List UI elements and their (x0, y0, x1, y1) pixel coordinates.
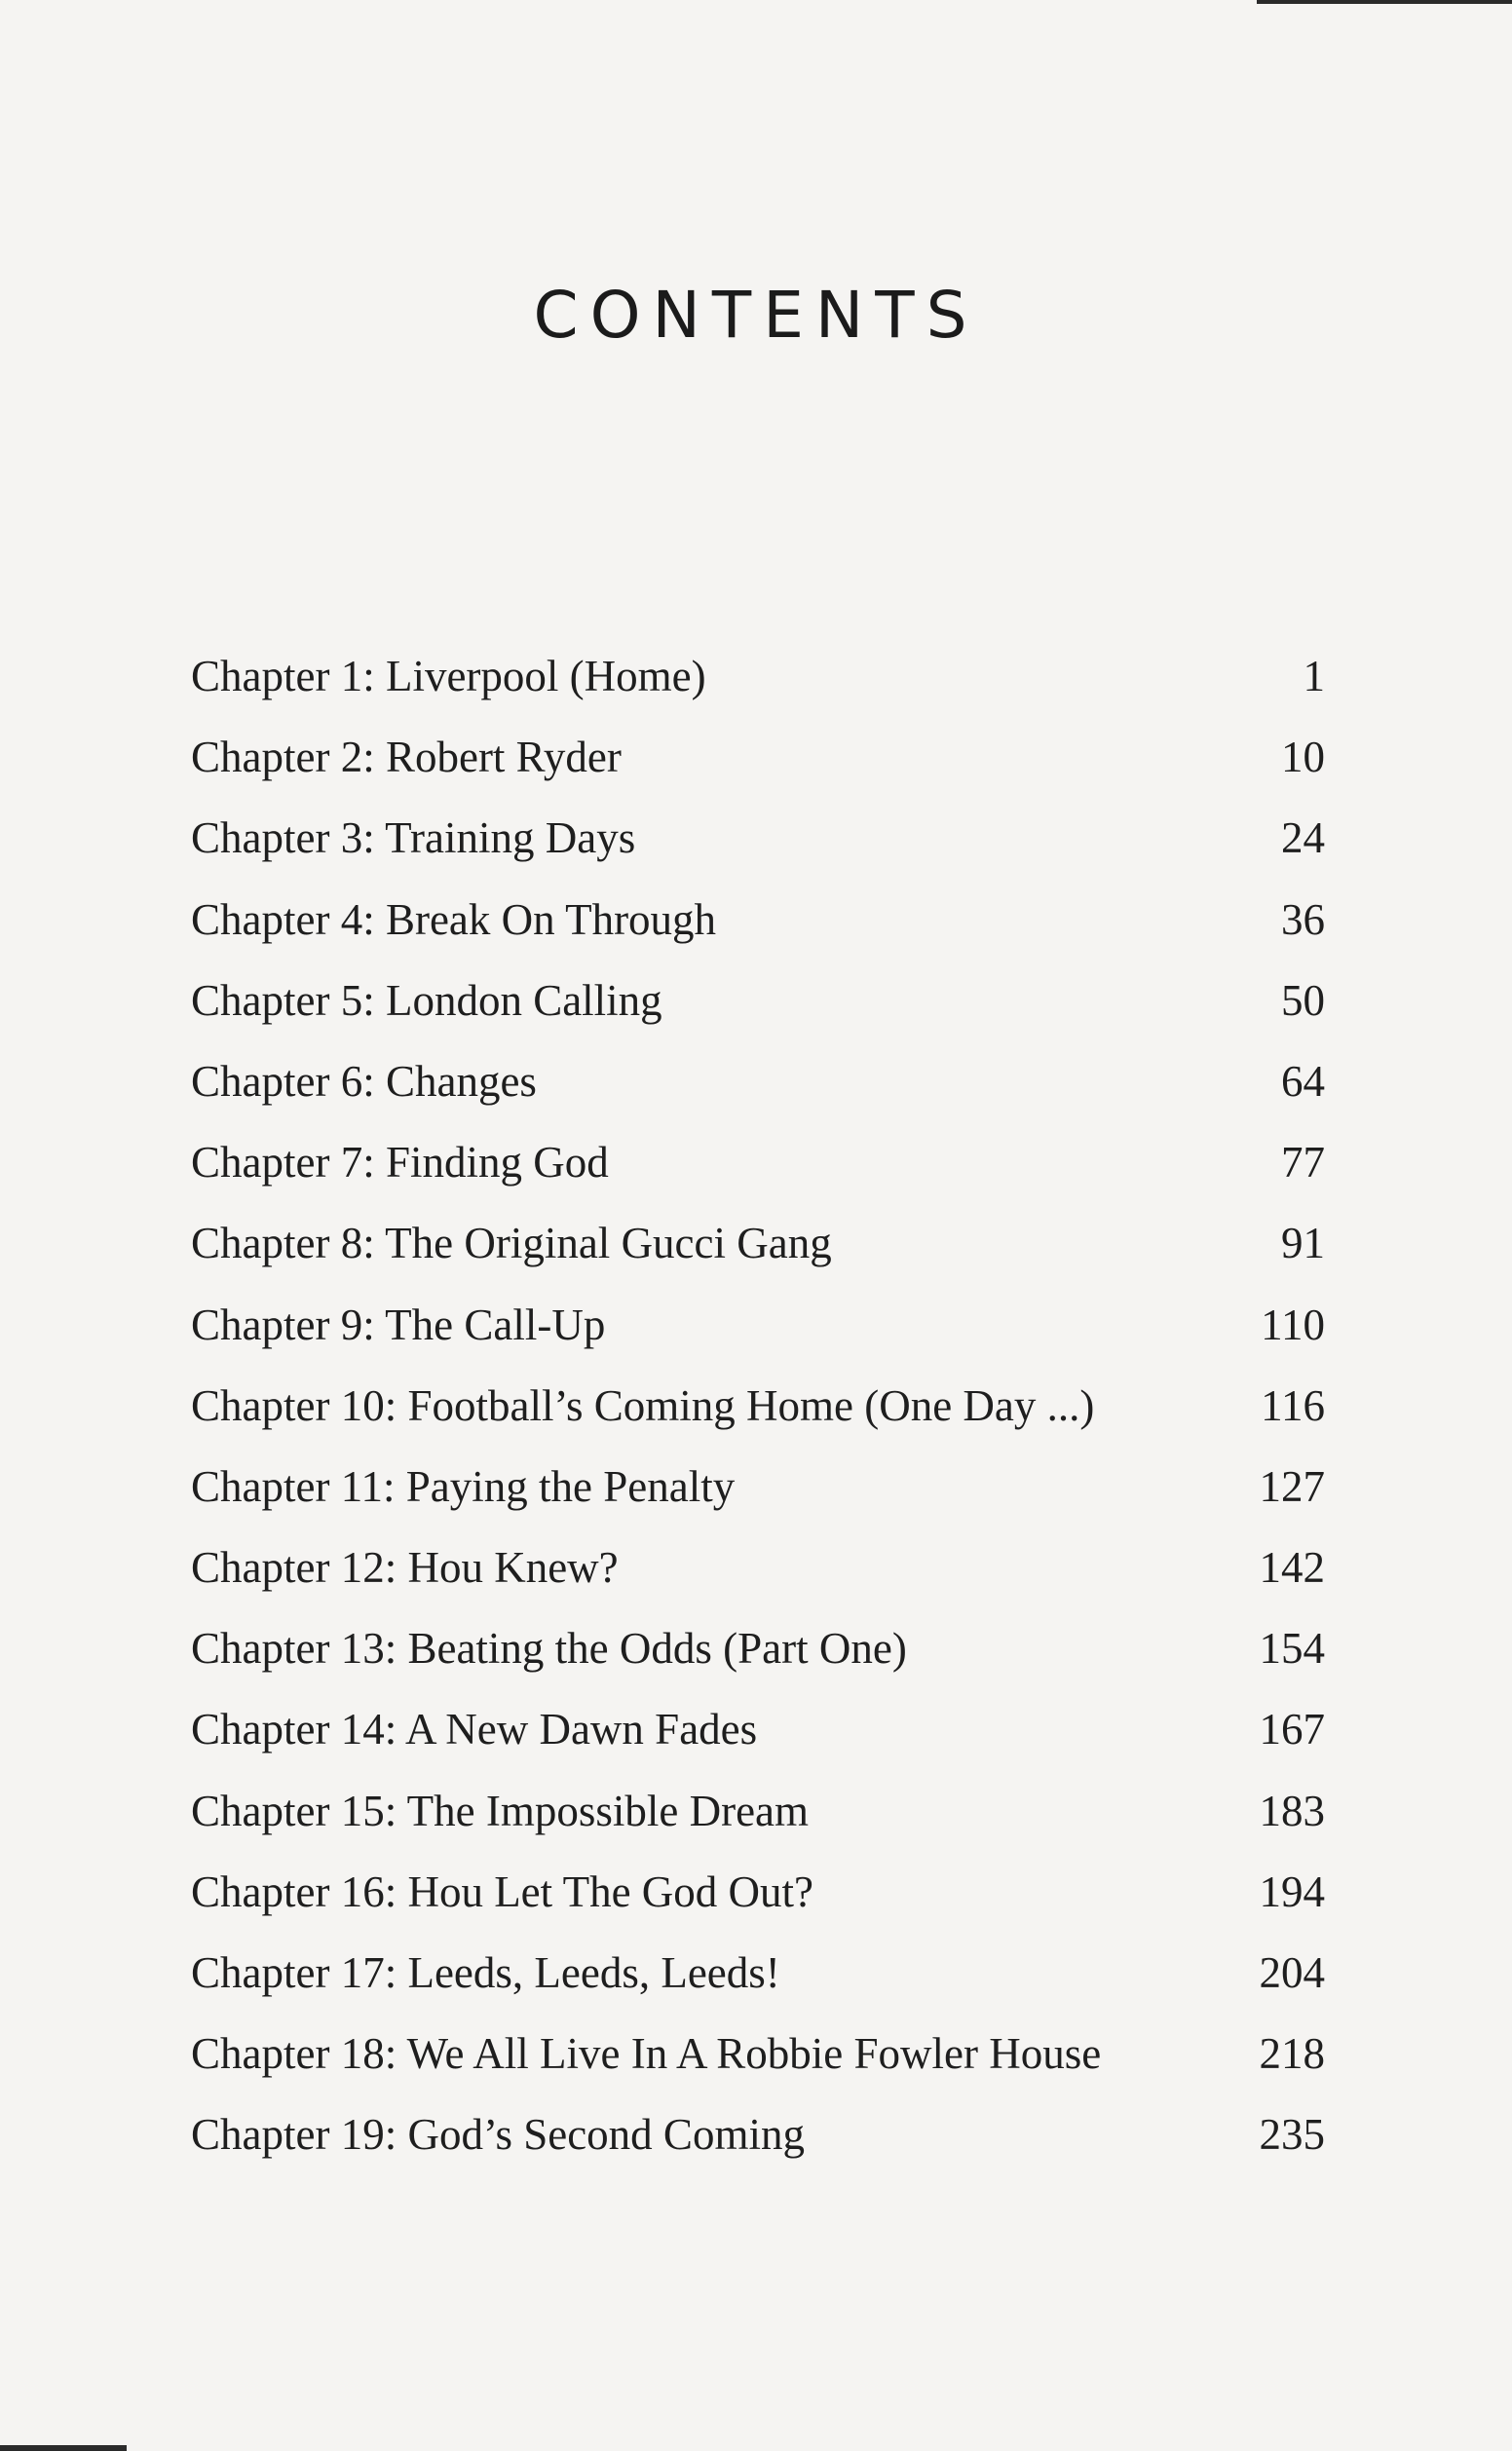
page-title: CONTENTS (533, 278, 979, 353)
toc-entry-label: Chapter 17: Leeds, Leeds, Leeds! (191, 1948, 780, 1997)
table-of-contents (191, 651, 1325, 2191)
toc-entry-page: 91 (1281, 1219, 1325, 1268)
toc-entry-page: 194 (1259, 1867, 1325, 1916)
toc-entry-label: Chapter 18: We All Live In A Robbie Fowler House (191, 2029, 1102, 2079)
toc-entry-page: 154 (1259, 1624, 1325, 1674)
toc-entry-label: Chapter 7: Finding God (191, 1138, 609, 1188)
toc-entry-label: Chapter 11: Paying the Penalty (191, 1461, 736, 1511)
toc-entry-label: Chapter 2: Robert Ryder (191, 733, 622, 782)
toc-entry-label: Chapter 13: Beating the Odds (Part One) (191, 1624, 907, 1674)
toc-entry (191, 1380, 1325, 1461)
toc-entry-page: 167 (1259, 1705, 1325, 1754)
toc-entry-page: 64 (1281, 1056, 1325, 1106)
toc-entry (191, 1623, 1325, 1704)
toc-entry-label: Chapter 5: London Calling (191, 975, 662, 1025)
toc-entry-label: Chapter 15: The Impossible Dream (191, 1786, 810, 1835)
toc-entry (191, 732, 1325, 812)
toc-entry-page: 36 (1281, 894, 1325, 944)
toc-entry-label: Chapter 14: A New Dawn Fades (191, 1705, 758, 1754)
toc-entry (191, 1461, 1325, 1542)
toc-entry-page: 24 (1281, 813, 1325, 863)
toc-entry-label: Chapter 4: Break On Through (191, 894, 717, 944)
toc-entry (191, 1947, 1325, 2028)
toc-entry (191, 2028, 1325, 2109)
toc-entry (191, 1542, 1325, 1623)
scan-edge-bottom (0, 2445, 127, 2451)
toc-entry-label: Chapter 8: The Original Gucci Gang (191, 1219, 832, 1268)
toc-entry-page: 127 (1259, 1461, 1325, 1511)
scan-edge-top (1257, 0, 1512, 4)
toc-entry (191, 1867, 1325, 1947)
toc-entry (191, 1137, 1325, 1218)
toc-entry (191, 1300, 1325, 1380)
toc-entry-page: 235 (1259, 2110, 1325, 2160)
toc-entry-page: 218 (1259, 2029, 1325, 2079)
toc-entry (191, 1218, 1325, 1299)
toc-entry-page: 110 (1261, 1300, 1325, 1349)
toc-entry-label: Chapter 9: The Call-Up (191, 1300, 606, 1349)
toc-entry-label: Chapter 19: God’s Second Coming (191, 2110, 805, 2160)
toc-entry (191, 1704, 1325, 1785)
toc-entry-label: Chapter 3: Training Days (191, 813, 636, 863)
toc-entry (191, 1056, 1325, 1137)
toc-entry-page: 204 (1259, 1948, 1325, 1997)
toc-entry-label: Chapter 1: Liverpool (Home) (191, 652, 706, 700)
toc-entry-page: 183 (1259, 1786, 1325, 1835)
toc-entry-page: 116 (1261, 1380, 1325, 1430)
toc-entry (191, 2109, 1325, 2190)
toc-entry-page: 77 (1281, 1138, 1325, 1188)
toc-entry-page: 10 (1281, 733, 1325, 782)
toc-entry-label: Chapter 16: Hou Let The God Out? (191, 1867, 814, 1916)
toc-entry-page: 1 (1303, 652, 1325, 700)
toc-entry (191, 975, 1325, 1056)
toc-entry (191, 651, 1325, 732)
toc-entry-label: Chapter 10: Football’s Coming Home (One Day ...) (191, 1380, 1095, 1430)
toc-entry-label: Chapter 6: Changes (191, 1056, 537, 1106)
toc-entry-page: 142 (1259, 1543, 1325, 1593)
toc-entry-page: 50 (1281, 975, 1325, 1025)
toc-entry (191, 894, 1325, 975)
toc-entry-label: Chapter 12: Hou Knew? (191, 1543, 619, 1593)
toc-entry (191, 812, 1325, 893)
toc-entry (191, 1786, 1325, 1867)
